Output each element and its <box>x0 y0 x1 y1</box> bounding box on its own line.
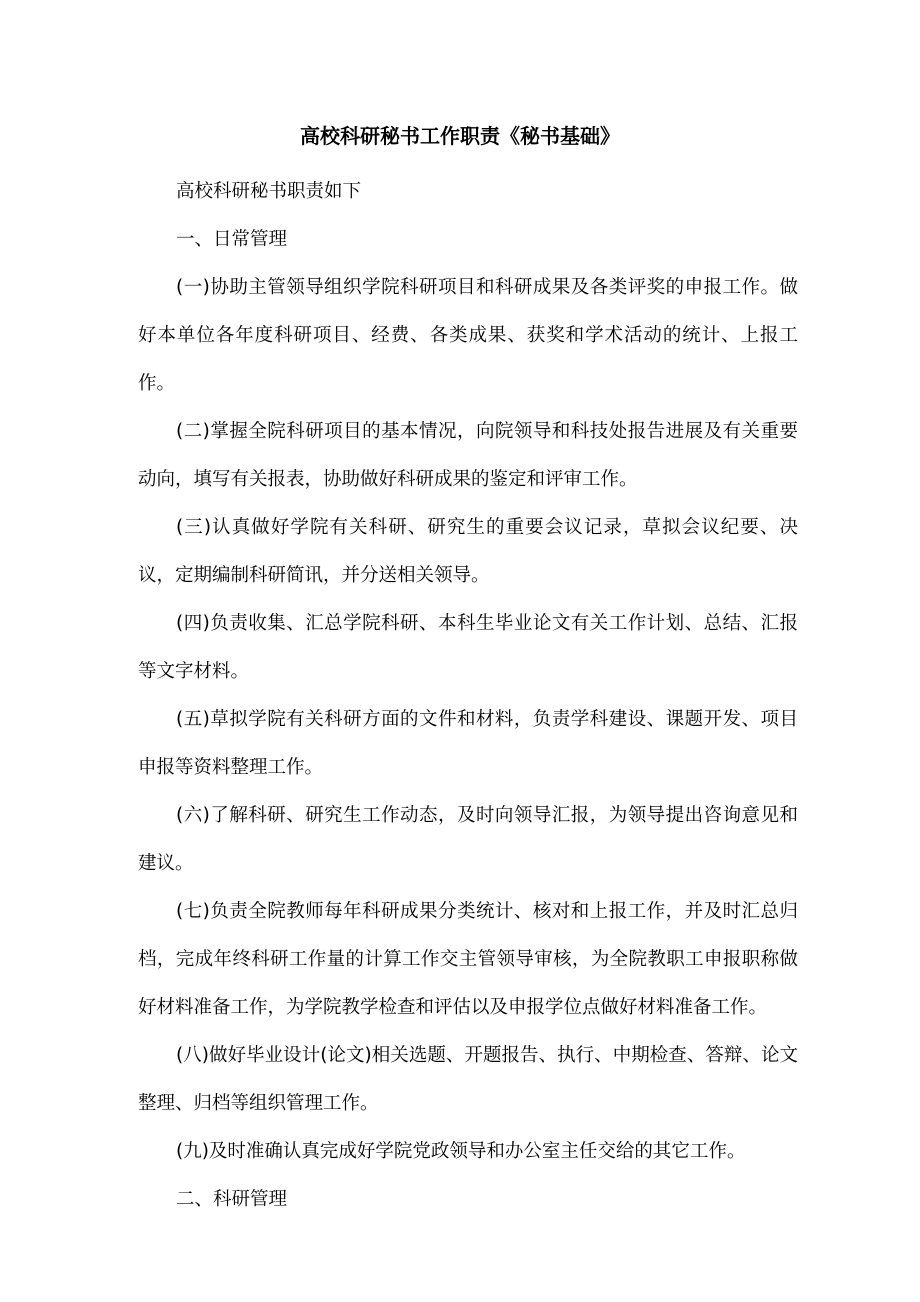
paragraph-item-4: (四)负责收集、汇总学院科研、本科生毕业论文有关工作计划、总结、汇报等文字材料。 <box>138 613 798 682</box>
paragraph-item-2: (二)掌握全院科研项目的基本情况，向院领导和科技处报告进展及有关重要动向，填写有关报表，协助做好科研成果的鉴定和评审工作。 <box>138 421 798 490</box>
document-body <box>138 168 798 1224</box>
paragraph-item-1: (一)协助主管领导组织学院科研项目和科研成果及各类评奖的申报工作。做好本单位各年度科研项目、经费、各类成果、获奖和学术活动的统计、上报工作。 <box>138 277 798 394</box>
section-heading-daily-management: 一、日常管理 <box>176 229 288 250</box>
paragraph-item-7: (七)负责全院教师每年科研成果分类统计、核对和上报工作，并及时汇总归档，完成年终科研工作量的计算工作交主管领导审核，为全院教职工申报职称做好材料准备工作，为学院教学检查和评估以及申报学位点做好材料准备工作。 <box>138 901 798 1018</box>
paragraph-item-6: (六)了解科研、研究生工作动态，及时向领导汇报，为领导提出咨询意见和建议。 <box>138 805 798 874</box>
paragraph-item-3: (三)认真做好学院有关科研、研究生的重要会议记录，草拟会议纪要、决议，定期编制科研简讯，并分送相关领导。 <box>138 517 798 586</box>
document-title: 高校科研秘书工作职责《秘书基础》 <box>300 124 620 148</box>
paragraph-item-9: (九)及时准确认真完成好学院党政领导和办公室主任交给的其它工作。 <box>176 1141 746 1162</box>
paragraph-intro: 高校科研秘书职责如下 <box>176 181 362 202</box>
section-heading-research-management: 二、科研管理 <box>176 1189 288 1210</box>
paragraph-item-8: (八)做好毕业设计(论文)相关选题、开题报告、执行、中期检查、答辩、论文整理、归档等组织管理工作。 <box>138 1045 798 1114</box>
paragraph-item-5: (五)草拟学院有关科研方面的文件和材料，负责学科建设、课题开发、项目申报等资料整理工作。 <box>138 709 798 778</box>
